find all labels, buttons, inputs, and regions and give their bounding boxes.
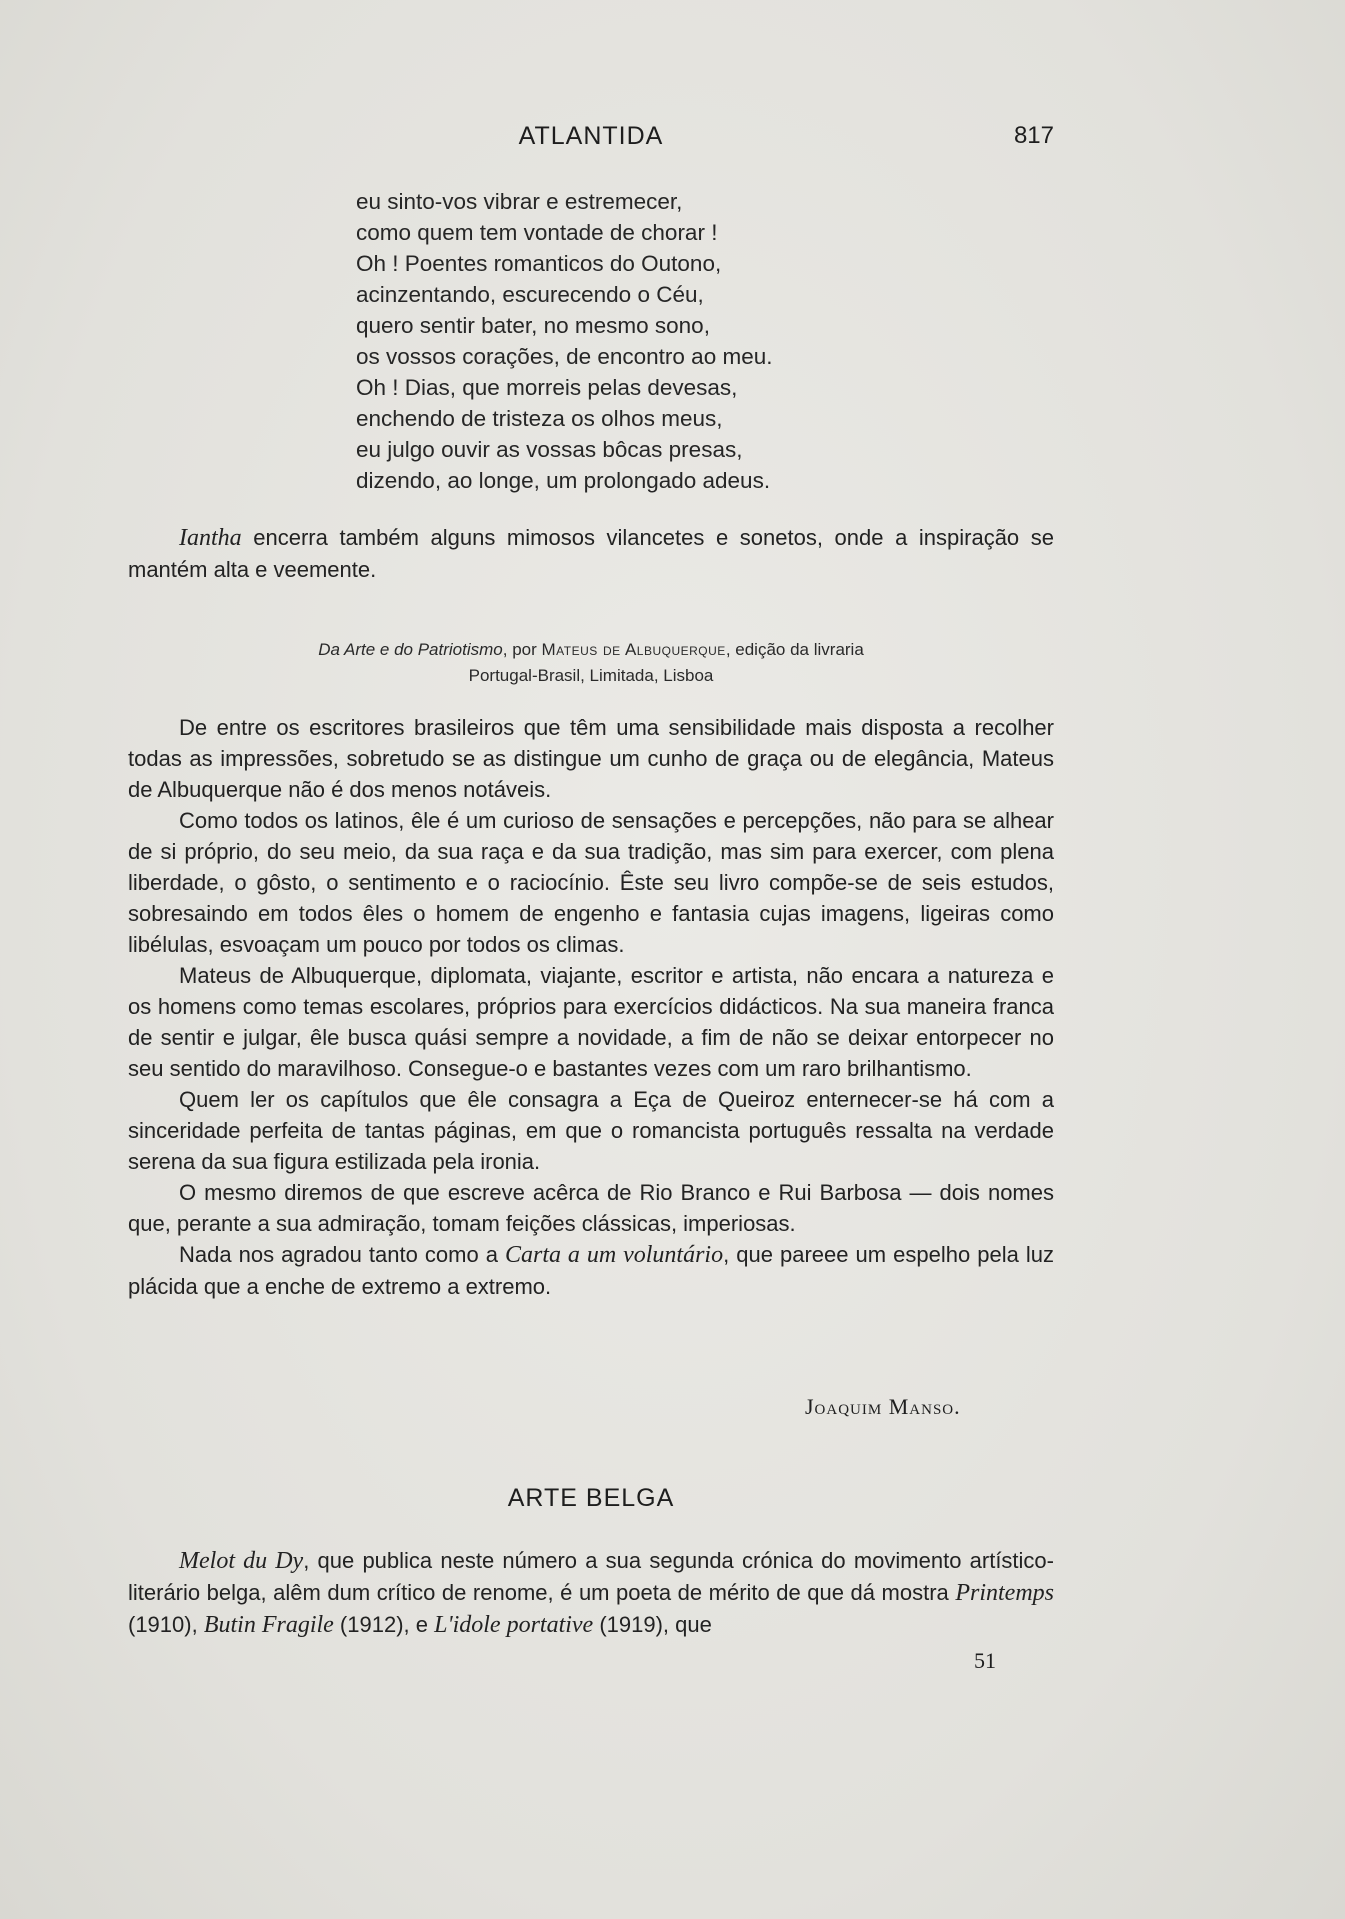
book-title-butin: Butin Fragile [203, 1612, 334, 1638]
publisher: Portugal-Brasil, Limitada, Lisboa [468, 666, 714, 685]
poem-line: acinzentando, escurecendo o Céu, [356, 282, 704, 307]
running-title: ATLANTIDA [518, 122, 664, 150]
poem-excerpt [356, 186, 896, 496]
poem-line: como quem tem vontade de chorar ! [356, 220, 718, 245]
page-number: 817 [1013, 122, 1054, 149]
book-title-idole: L'idole portative [434, 1612, 594, 1638]
signature-mark: 51 [974, 1648, 996, 1673]
book-author: Mateus de Albuquerque [541, 640, 726, 659]
book-title-iantha: Iantha [179, 525, 242, 551]
review-paragraph: Como todos os latinos, êle é um curioso de sensações e percepções, não para se alhear de si próprio, do seu meio, da sua raça e da sua tradição, mas sim para exercer, com plena liberdade, o gôsto, o sentimento e o raciocínio. Êste seu livro compõe-se de seis estudos, sobresaindo em todos êles o homem de engenho e fantasia cujas imagens, ligeiras como libélulas, esvoaçam um pouco por todos os climas. [128, 808, 1054, 957]
poem-line: quero sentir bater, no mesmo sono, [356, 313, 710, 338]
iantha-paragraph [128, 522, 1054, 585]
poem-line: enchendo de tristeza os olhos meus, [356, 406, 723, 431]
poem-line: Oh ! Poentes romanticos do Outono, [356, 251, 722, 276]
review-paragraph: O mesmo diremos de que escreve acêrca de Rio Branco e Rui Barbosa — dois nomes que, perante a sua admiração, tomam feições clássicas, imperiosas. [128, 1180, 1054, 1236]
review-paragraph: Mateus de Albuquerque, diplomata, viajante, escritor e artista, não encara a natureza e os homens como temas escolares, próprios para exercícios didácticos. Na sua maneira franca de sentir e julgar, êle busca quási sempre a novidade, a fim de não se deixar entorpecer no seu sentido do maravilhoso. Consegue-o e bastantes vezes com um raro brilhantismo. [128, 963, 1054, 1081]
review-paragraph: Nada nos agradou tanto como a Carta a um voluntário, que pareee um espelho pela luz plácida que a enche de extremo a extremo. [128, 1242, 1054, 1299]
poem-line: dizendo, ao longe, um prolongado adeus. [356, 468, 771, 493]
author-signature: Joaquim Manso. [805, 1394, 961, 1419]
review-paragraph: Quem ler os capítulos que êle consagra a Eça de Queiroz enternecer-se há com a sinceridade perfeita de tantas páginas, em que o romancista português ressalta na verdade serena da sua figura estilizada pela ironia. [128, 1087, 1054, 1174]
book-reference: Da Arte e do Patriotismo, por Mateus de Albuquerque, edição da livraria Portugal-Brasil, Limitada, Lisboa [128, 637, 1054, 689]
paragraph-text: encerra também alguns mimosos vilancetes e sonetos, onde a inspiração se mantém alta e veemente. [128, 525, 1054, 582]
book-title-carta: Carta a um voluntário [504, 1242, 724, 1268]
arte-belga-paragraph: Melot du Dy, que publica neste número a sua segunda crónica do movimento artístico-literário belga, alêm dum crítico de renome, é um poeta de mérito de que dá mostra Printemps (1910), Butin Fragile (1912), e L'idole portative (1919), que [128, 1548, 1054, 1638]
page-header [128, 122, 1054, 158]
book-title: Da Arte e do Patriotismo [318, 640, 503, 659]
author-name: Melot du Dy [179, 1548, 304, 1574]
review-body [128, 712, 1054, 1302]
section-title: ARTE BELGA [507, 1484, 675, 1512]
poem-line: os vossos corações, de encontro ao meu. [356, 344, 773, 369]
review-paragraph: De entre os escritores brasileiros que têm uma sensibilidade mais disposta a recolher todas as impressões, sobretudo se as distingue um cunho de graça ou de elegância, Mateus de Albuquerque não é dos menos notáveis. [128, 715, 1054, 802]
poem-line: eu sinto-vos vibrar e estremecer, [356, 189, 683, 214]
poem-line: Oh ! Dias, que morreis pelas devesas, [356, 375, 738, 400]
book-title-printemps: Printemps [955, 1580, 1054, 1606]
poem-line: eu julgo ouvir as vossas bôcas presas, [356, 437, 743, 462]
